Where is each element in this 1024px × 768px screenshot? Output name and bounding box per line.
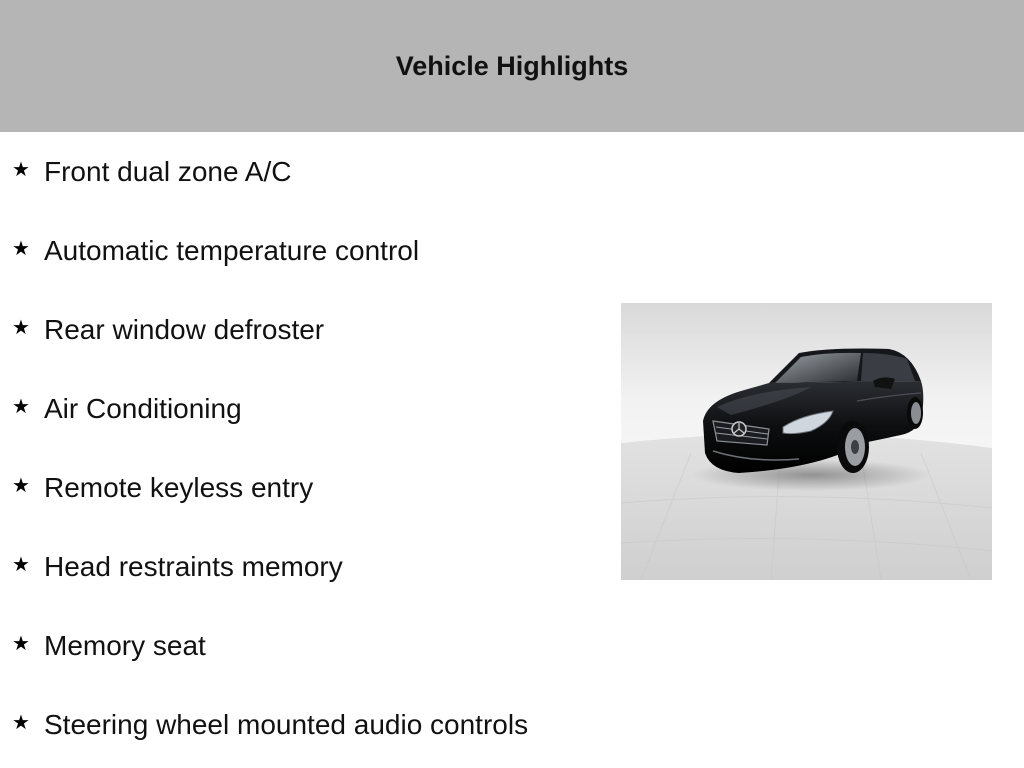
list-item-label: Head restraints memory: [44, 551, 343, 582]
star-icon: ★: [12, 474, 30, 497]
star-icon: ★: [12, 711, 30, 734]
vehicle-photo: [621, 303, 992, 580]
list-item-label: Memory seat: [44, 630, 206, 661]
page-header: [0, 0, 1024, 132]
list-item: [12, 705, 528, 745]
list-item: [12, 310, 324, 350]
list-item-label: Remote keyless entry: [44, 472, 314, 503]
list-item: [12, 468, 313, 508]
list-item-label: Automatic temperature control: [44, 235, 420, 266]
list-item: [12, 389, 242, 429]
star-icon: ★: [12, 395, 30, 418]
list-item-label: Rear window defroster: [44, 314, 325, 345]
list-item: [12, 547, 343, 587]
star-icon: ★: [12, 316, 30, 339]
page-title: Vehicle Highlights: [395, 50, 629, 81]
list-item-label: Steering wheel mounted audio controls: [44, 709, 529, 740]
star-icon: ★: [12, 632, 30, 655]
star-icon: ★: [12, 553, 30, 576]
star-icon: ★: [12, 237, 30, 260]
list-item-label: Front dual zone A/C: [44, 156, 292, 187]
list-item: [12, 231, 419, 271]
list-item: [12, 152, 291, 192]
star-icon: ★: [12, 158, 30, 181]
list-item-label: Air Conditioning: [44, 393, 242, 424]
list-item: [12, 626, 206, 666]
